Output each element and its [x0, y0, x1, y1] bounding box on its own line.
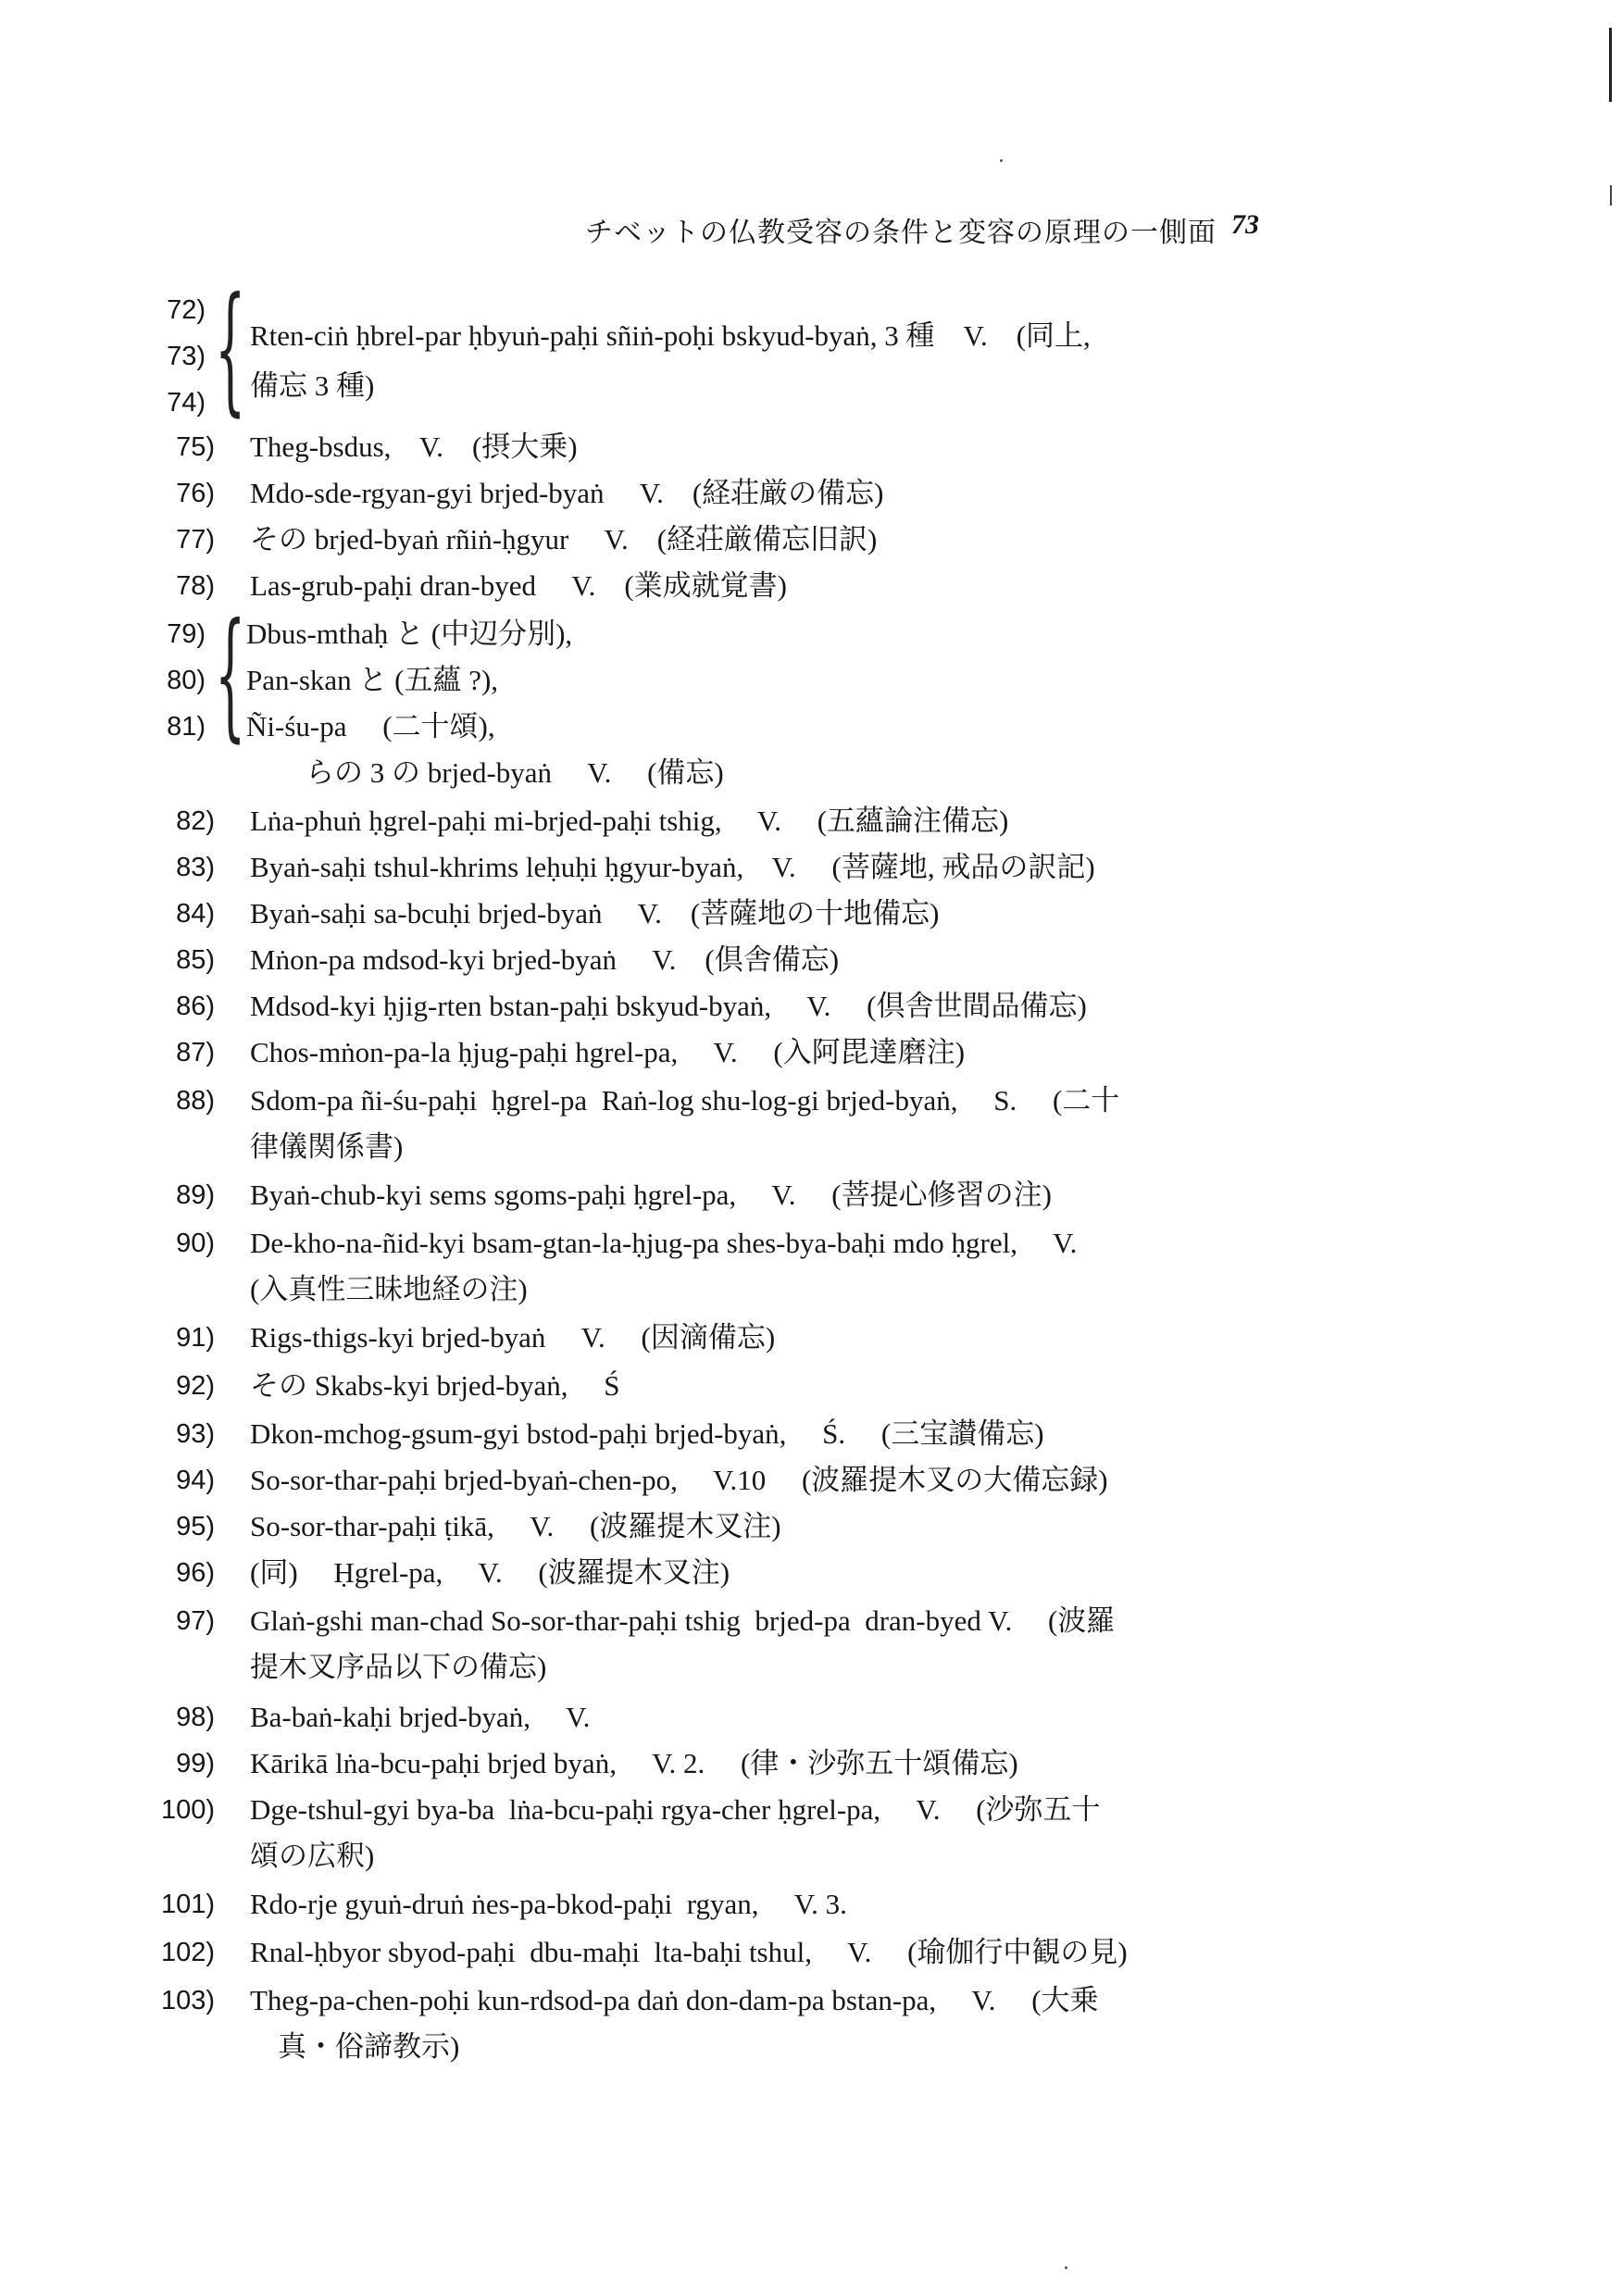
entry-text: Las-grub-paḥi dran-byed V. (業成就覚書) [250, 569, 787, 602]
entry-text: Mṅon-pa mdsod-kyi brjed-byaṅ V. (倶舎備忘) [250, 943, 840, 976]
entry-text: Rten-ciṅ ḥbrel-par ḥbyuṅ-paḥi sñiṅ-poḥi bskyud-byaṅ, 3 種 V. (同上, [250, 319, 1091, 352]
entry-text: Dge-tshul-gyi bya-ba lṅa-bcu-paḥi rgya-cher ḥgrel-pa, V. (沙弥五十 [250, 1793, 1101, 1826]
entry-text: その Skabs-kyi brjed-byaṅ, Ś [250, 1369, 620, 1402]
entry-number: 84) [176, 899, 215, 929]
entry-number: 99) [176, 1749, 215, 1778]
entry-text: Pan-skan と (五蘊 ?), [246, 664, 499, 696]
entry-number: 83) [176, 853, 215, 882]
entry-text: Byaṅ-saḥi tshul-khrims leḥuḥi ḥgyur-byaṅ, V. (菩薩地, 戒品の訳記) [250, 851, 1095, 883]
entry-number: 98) [176, 1703, 215, 1732]
scan-edge-mark [1610, 185, 1612, 206]
entry-text: 備忘 3 種) [250, 369, 375, 402]
entry-number: 73) [167, 342, 206, 371]
entry-text: Rnal-ḥbyor sbyod-paḥi dbu-maḥi lta-baḥi tshul, V. (瑜伽行中観の見) [250, 1936, 1128, 1968]
entry-text-continued: 頌の広釈) [250, 1840, 375, 1872]
entry-number: 101) [160, 1890, 215, 1919]
entry-text: Glaṅ-gshi man-chad So-sor-thar-paḥi tshig brjed-pa dran-byed V. (波羅 [250, 1604, 1116, 1637]
entry-text: Byaṅ-chub-kyi sems sgoms-paḥi ḥgrel-pa, V. (菩提心修習の注) [250, 1179, 1052, 1211]
entry-number: 72) [167, 295, 206, 325]
scan-speck [1065, 2266, 1067, 2269]
entry-number: 79) [167, 619, 206, 649]
entry-text: (同) Ḥgrel-pa, V. (波羅提木叉注) [250, 1556, 730, 1589]
entry-number: 89) [176, 1180, 215, 1210]
entry-number: 95) [176, 1512, 215, 1541]
entry-number: 91) [176, 1323, 215, 1353]
entry-text: Mdo-sde-rgyan-gyi brjed-byaṅ V. (経荘厳の備忘) [250, 477, 884, 509]
scan-speck [1000, 159, 1003, 162]
entry-text: Rigs-thigs-kyi brjed-byaṅ V. (因滴備忘) [250, 1321, 776, 1354]
entry-number: 78) [176, 571, 215, 601]
entry-text: Dkon-mchog-gsum-gyi bstod-paḥi brjed-byaṅ, Ś. (三宝讃備忘) [250, 1417, 1044, 1450]
entry-number: 92) [176, 1371, 215, 1401]
entry-text: Ba-baṅ-kaḥi brjed-byaṅ, V. [250, 1701, 591, 1733]
entry-number: 94) [176, 1466, 215, 1495]
entry-summary: らの 3 の brjed-byaṅ V. (備忘) [306, 756, 724, 789]
entry-text: So-sor-thar-paḥi brjed-byaṅ-chen-po, V.10 (波羅提木叉の大備忘録) [250, 1464, 1108, 1496]
entry-number: 93) [176, 1419, 215, 1449]
entry-text: Mdsod-kyi ḥjig-rten bstan-paḥi bskyud-byaṅ, V. (倶舎世間品備忘) [250, 990, 1087, 1022]
entry-text: Byaṅ-saḥi sa-bcuḥi brjed-byaṅ V. (菩薩地の十地備忘) [250, 897, 940, 930]
entry-text: Chos-mṅon-pa-la ḥjug-paḥi hgrel-pa, V. (入阿毘達磨注) [250, 1036, 966, 1068]
entry-number: 103) [160, 1986, 215, 2015]
entry-number: 100) [160, 1795, 215, 1825]
entry-number: 96) [176, 1558, 215, 1588]
scan-edge-mark [1609, 28, 1612, 102]
entry-number: 87) [176, 1038, 215, 1067]
entry-text: Rdo-rje gyuṅ-druṅ ṅes-pa-bkod-paḥi rgyan, V. 3. [250, 1888, 847, 1920]
entry-number: 88) [176, 1086, 215, 1116]
entry-text-continued: 提木叉序品以下の備忘) [250, 1651, 547, 1683]
entry-number: 74) [167, 388, 206, 418]
entry-number: 102) [160, 1938, 215, 1967]
entry-text-continued: 律儀関係書) [250, 1130, 404, 1163]
entry-number: 85) [176, 945, 215, 975]
entry-number: 75) [176, 432, 215, 462]
brace-icon: { [215, 594, 246, 755]
entry-number: 82) [176, 806, 215, 836]
entry-text-continued: 真・俗諦教示) [278, 2030, 460, 2063]
entry-text: Theg-pa-chen-poḥi kun-rdsod-pa daṅ don-dam-pa bstan-pa, V. (大乗 [250, 1984, 1099, 2016]
entry-number: 77) [176, 525, 215, 555]
entry-text: Lṅa-phuṅ ḥgrel-paḥi mi-brjed-paḥi tshig, V. (五蘊論注備忘) [250, 805, 1009, 837]
brace-icon: { [215, 268, 246, 430]
entry-text: その brjed-byaṅ rñiṅ-ḥgyur V. (経荘厳備忘旧訳) [250, 523, 878, 555]
entry-text: Dbus-mthaḥ と (中辺分別), [246, 618, 573, 650]
entry-text: Sdom-pa ñi-śu-paḥi ḥgrel-pa Raṅ-log shu-log-gi brjed-byaṅ, S. (二十 [250, 1084, 1120, 1117]
entry-number: 81) [167, 712, 206, 742]
entry-text: Theg-bsdus, V. (摂大乗) [250, 430, 578, 463]
entry-text: De-kho-na-ñid-kyi bsam-gtan-la-ḥjug-pa shes-bya-baḥi mdo ḥgrel, V. [250, 1227, 1078, 1259]
entry-number: 76) [176, 479, 215, 508]
entry-number: 90) [176, 1229, 215, 1258]
entry-text-continued: (入真性三昧地経の注) [250, 1273, 528, 1305]
entry-number: 86) [176, 992, 215, 1021]
entry-number: 97) [176, 1606, 215, 1636]
running-header [0, 209, 1622, 246]
page-number: 73 [1231, 209, 1259, 240]
entry-text: Kārikā lṅa-bcu-paḥi brjed byaṅ, V. 2. (律・沙弥五十頌備忘) [250, 1747, 1018, 1779]
entry-text: So-sor-thar-paḥi ṭikā, V. (波羅提木叉注) [250, 1510, 781, 1542]
running-title: チベットの仏教受容の条件と変容の原理の一側面 [585, 218, 1216, 248]
entry-number: 80) [167, 666, 206, 695]
entry-text: Ñi-śu-pa (二十頌), [246, 710, 495, 742]
